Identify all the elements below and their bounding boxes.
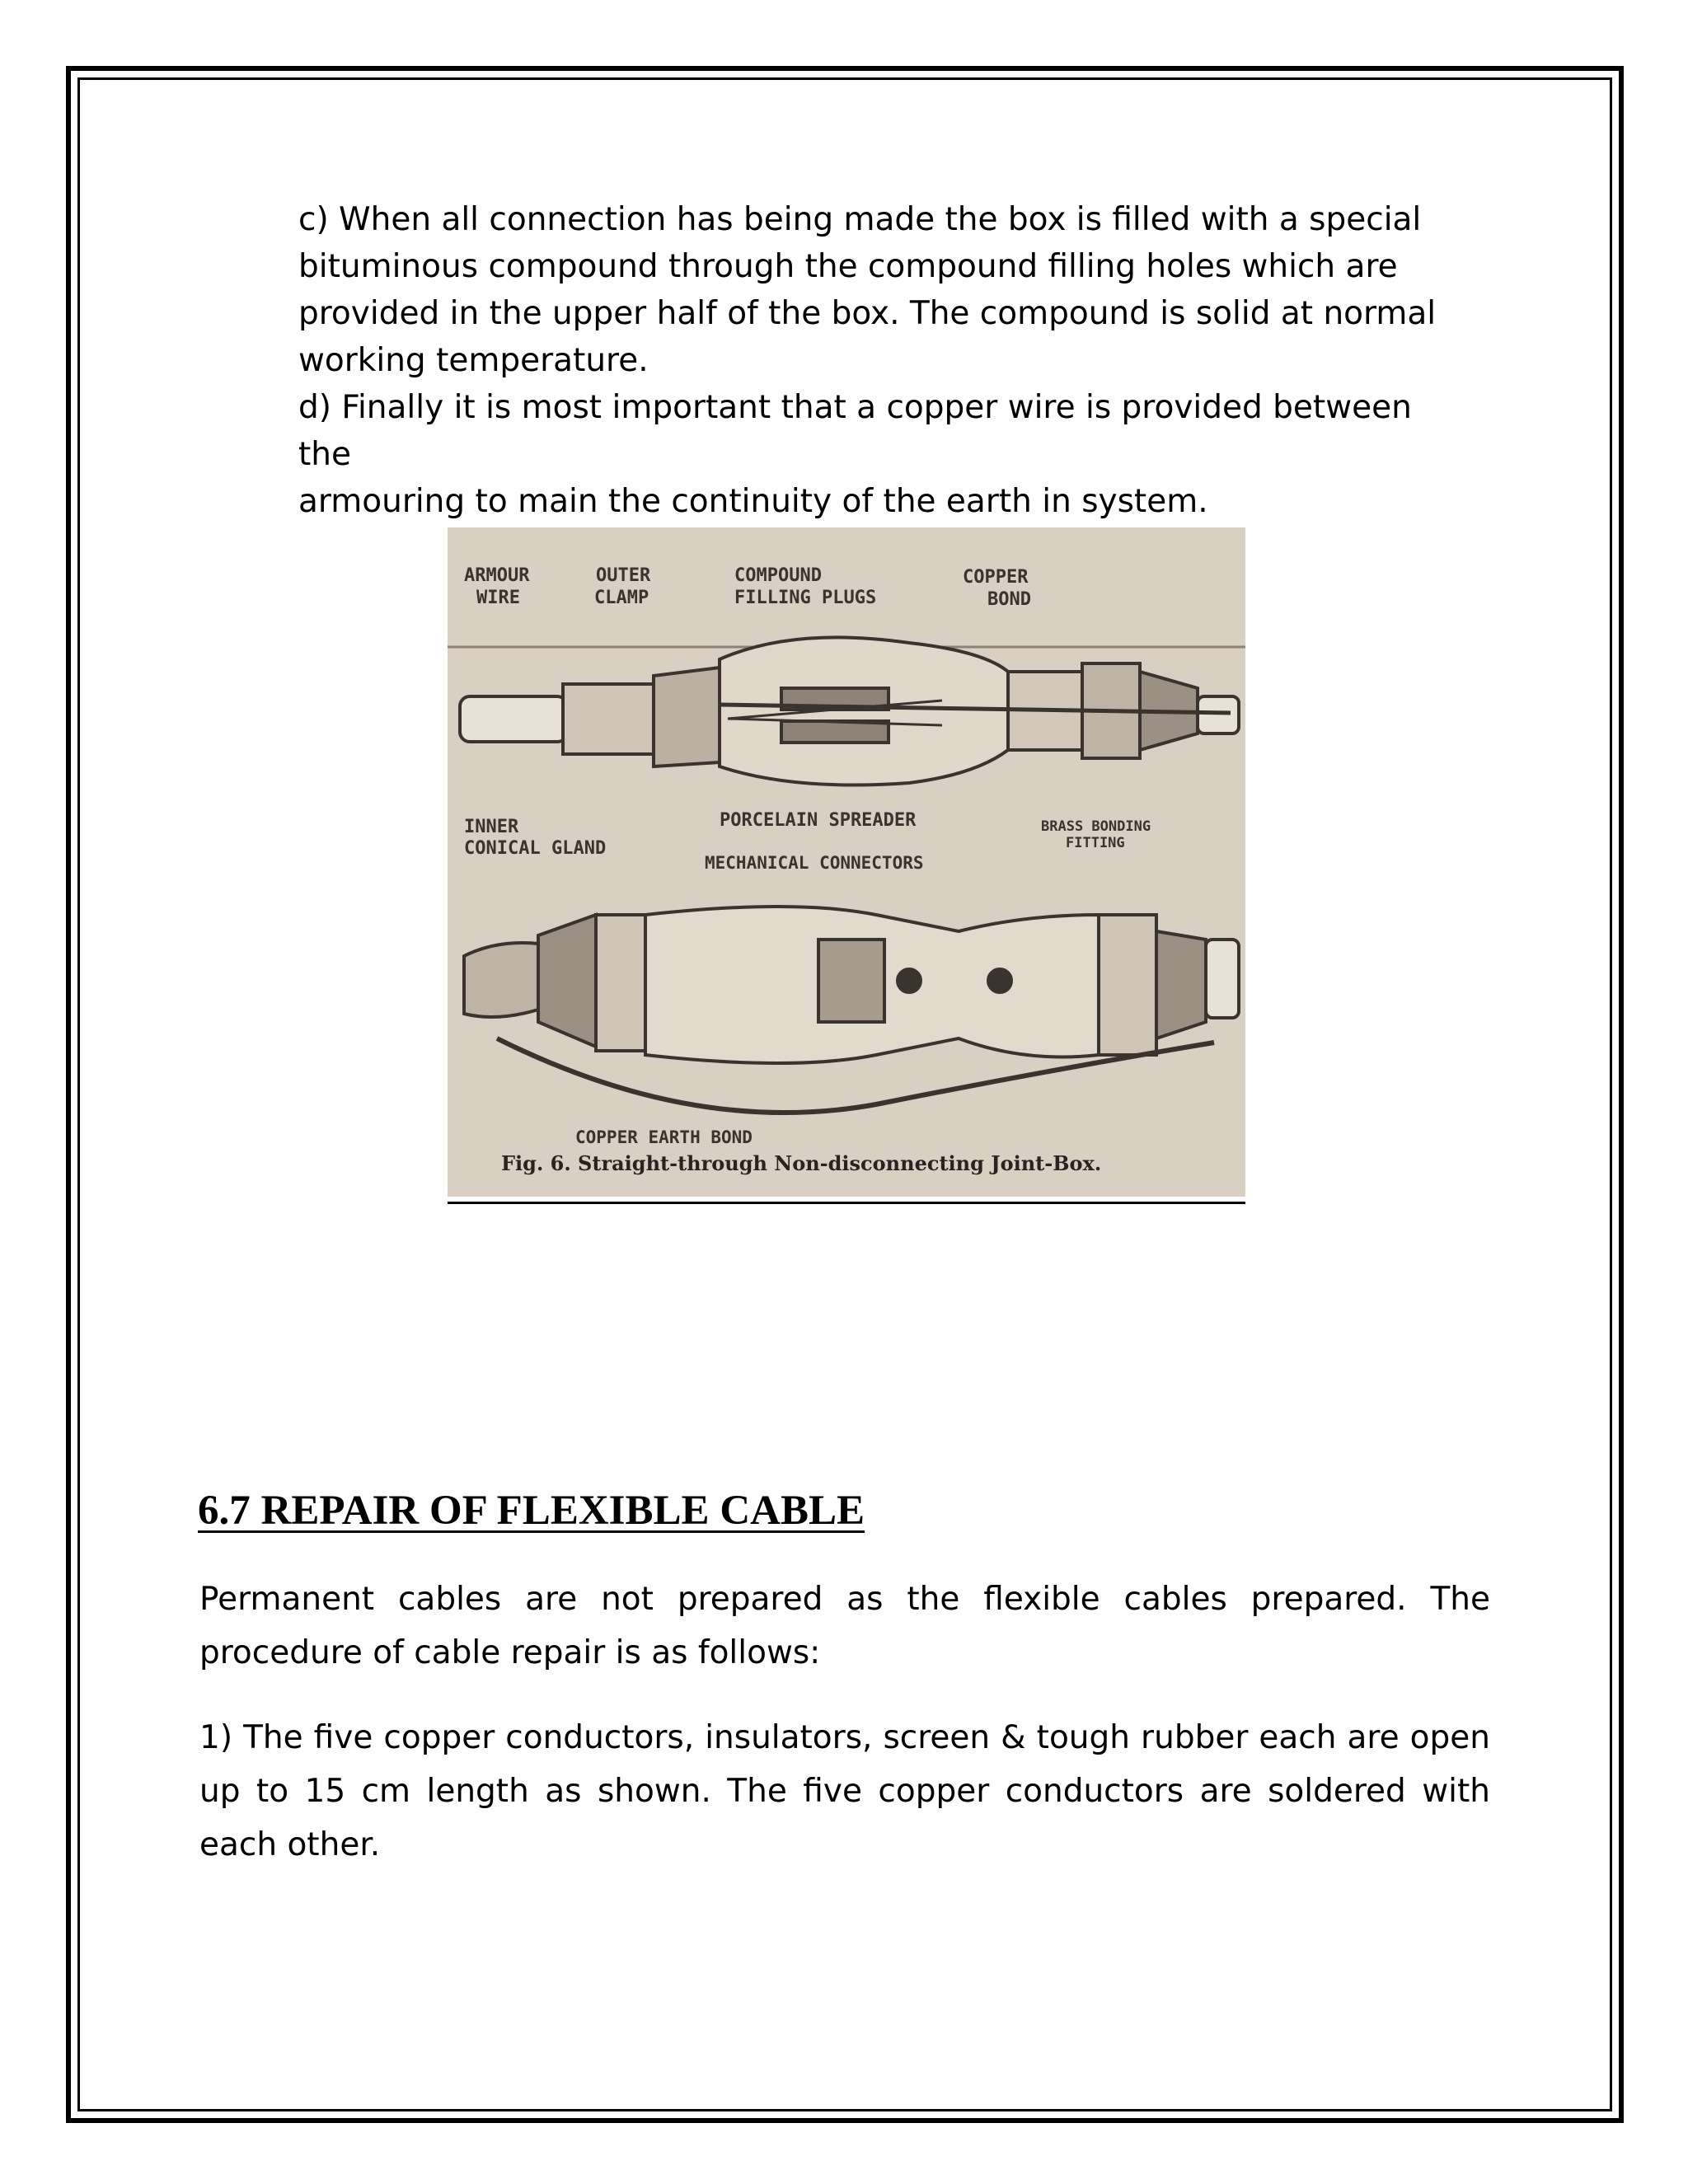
section-paragraph-1: Permanent cables are not prepared as the flexible cables prepared. The procedure of cable repair is as follows: — [199, 1581, 1490, 1671]
text-line: d) Finally it is most important that a copper wire is provided between the — [298, 389, 1412, 473]
label-outer-clamp-1: OUTER — [596, 565, 651, 586]
section-paragraph-2: 1) The five copper conductors, insulators, screen & tough rubber each are open up to 15 cm length as shown. The five copper conductors are soldered with each other. — [199, 1719, 1490, 1863]
label-copper-earth-bond: COPPER EARTH BOND — [575, 1127, 753, 1147]
label-armour-wire-1: ARMOUR — [464, 565, 530, 586]
label-copper-bond-2: BOND — [987, 589, 1031, 610]
label-outer-clamp-2: CLAMP — [594, 588, 649, 608]
figure-caption: Fig. 6. Straight-through Non-disconnecting Joint-Box. — [501, 1151, 1102, 1175]
text-line: working temperature. — [298, 342, 649, 379]
joint-box-diagram — [448, 527, 1245, 1197]
label-compound-1: COMPOUND — [734, 565, 822, 586]
label-armour-wire-2: WIRE — [476, 588, 520, 608]
top-paragraphs — [298, 196, 1452, 525]
label-brass-fitting-2: FITTING — [1066, 835, 1125, 851]
upper-joint-drawing — [448, 637, 1245, 785]
label-inner-gland-1: INNER — [464, 817, 519, 837]
text-line: bituminous compound through the compound filling holes which are — [298, 248, 1398, 285]
label-inner-gland-2: CONICAL GLAND — [464, 838, 607, 859]
text-line: armouring to main the continuity of the earth in system. — [298, 483, 1208, 520]
label-porcelain-spreader: PORCELAIN SPREADER — [720, 810, 917, 831]
text-line: c) When all connection has being made the box is filled with a special — [298, 201, 1422, 238]
label-brass-fitting-1: BRASS BONDING — [1041, 818, 1151, 835]
section-heading: 6.7 REPAIR OF FLEXIBLE CABLE — [198, 1488, 865, 1534]
lower-joint-drawing — [464, 907, 1239, 1113]
label-compound-2: FILLING PLUGS — [734, 588, 877, 608]
figure-underline — [448, 1202, 1245, 1204]
text-line: provided in the upper half of the box. The compound is solid at normal — [298, 295, 1437, 332]
label-mechanical-connectors: MECHANICAL CONNECTORS — [705, 853, 924, 873]
joint-box-figure — [448, 527, 1245, 1197]
label-copper-bond-1: COPPER — [963, 567, 1029, 588]
